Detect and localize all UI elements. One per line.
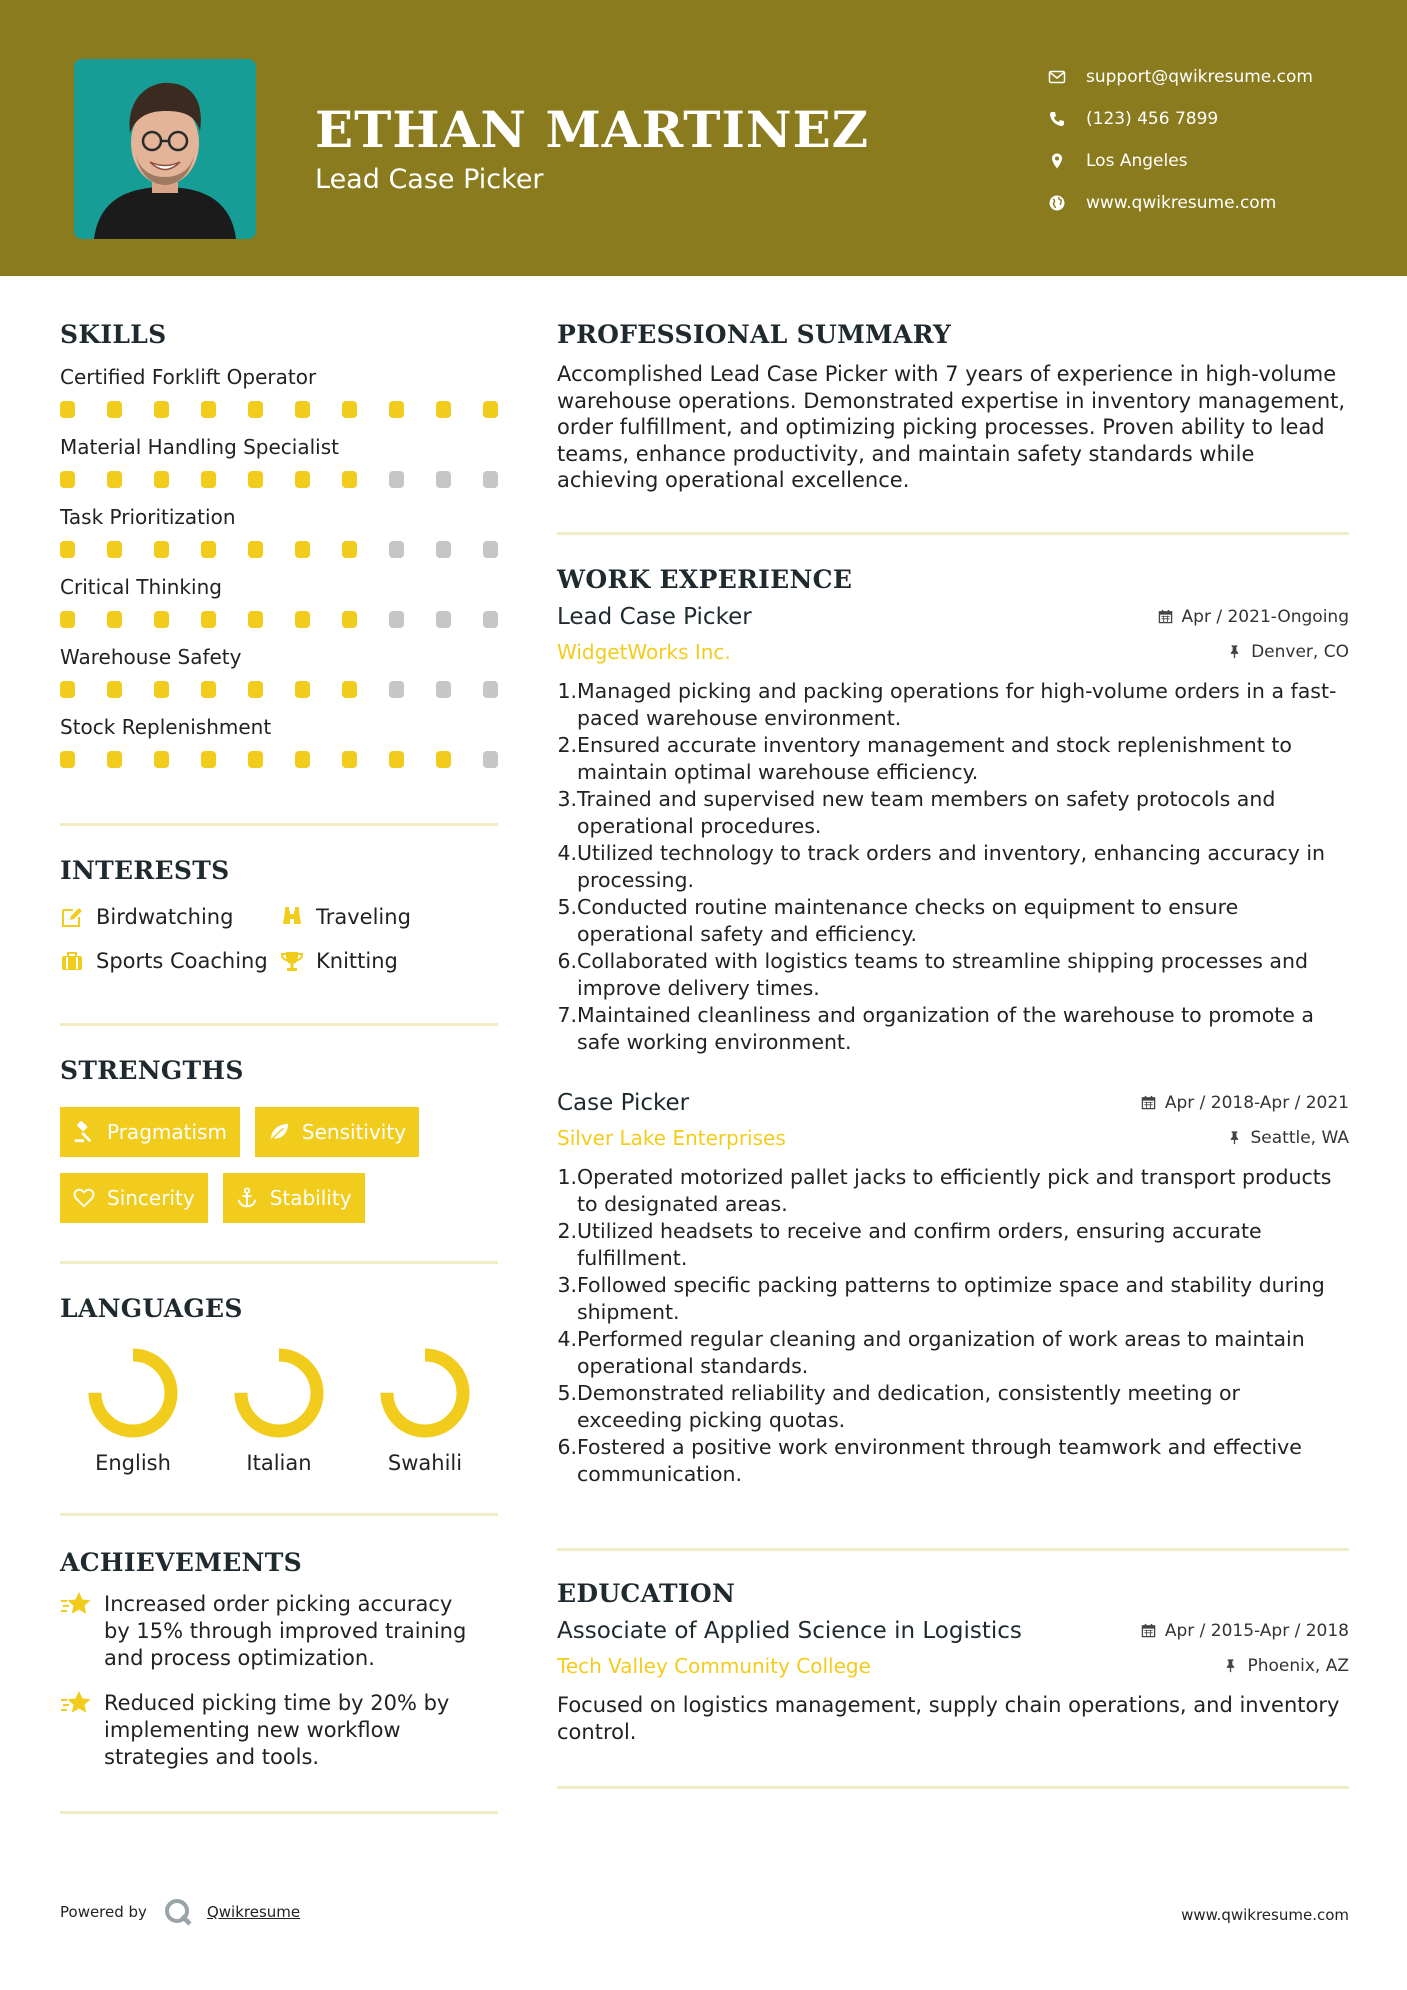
language-item xyxy=(352,1343,498,1475)
level-dot-filled xyxy=(248,471,263,488)
level-dot-filled xyxy=(342,681,357,698)
achievement-item xyxy=(60,1690,498,1771)
level-dot-empty xyxy=(483,541,498,558)
bullet-item xyxy=(557,1380,1349,1434)
level-dot-filled xyxy=(60,751,75,768)
phone-icon xyxy=(1048,110,1066,128)
bullet-item xyxy=(557,1164,1349,1218)
bullet-item xyxy=(557,1272,1349,1326)
bullet-number: 2. xyxy=(557,1218,577,1243)
level-dot-filled xyxy=(295,401,310,418)
level-dot-filled xyxy=(107,401,122,418)
map-pin-icon xyxy=(1048,152,1066,170)
trophy-icon xyxy=(280,949,304,973)
bullet-number: 5. xyxy=(557,894,577,919)
avatar xyxy=(74,59,256,239)
level-dot-filled xyxy=(107,471,122,488)
job-location-text: Seattle, WA xyxy=(1250,1127,1349,1148)
interest-item xyxy=(60,949,280,973)
company-name: WidgetWorks Inc. xyxy=(557,639,731,664)
bullet-number: 6. xyxy=(557,1434,577,1459)
right-column xyxy=(557,320,1349,1789)
level-dot-empty xyxy=(436,681,451,698)
skill-level-dots xyxy=(60,751,498,769)
bullet-text: Collaborated with logistics teams to streamline shipping processes and improve delivery times. xyxy=(577,948,1308,1000)
summary-heading: PROFESSIONAL SUMMARY xyxy=(557,320,952,349)
language-item xyxy=(60,1343,206,1475)
interest-label: Birdwatching xyxy=(96,905,234,929)
bullet-text: Conducted routine maintenance checks on equipment to ensure operational safety and efficiency. xyxy=(577,894,1239,946)
job-entry xyxy=(557,604,1349,1056)
footer-powered-by xyxy=(60,1897,300,1927)
level-dot-filled xyxy=(389,401,404,418)
skill-level-dots xyxy=(60,611,498,629)
left-column xyxy=(60,320,498,1814)
achievement-text: Increased order picking accuracy by 15% through improved training and process optimization. xyxy=(104,1592,467,1670)
achievement-text: Reduced picking time by 20% by implementing new workflow strategies and tools. xyxy=(104,1691,450,1769)
experience-heading: WORK EXPERIENCE xyxy=(557,564,853,594)
bullet-number: 3. xyxy=(557,1272,577,1297)
level-dot-filled xyxy=(107,541,122,558)
qwikresume-logo-icon xyxy=(163,1897,193,1927)
job-dates-text: Apr / 2018-Apr / 2021 xyxy=(1164,1092,1349,1113)
level-dot-empty xyxy=(389,471,404,488)
level-dot-filled xyxy=(201,751,216,768)
strength-tag xyxy=(60,1107,240,1157)
language-label: English xyxy=(95,1451,171,1475)
edit-icon xyxy=(60,905,84,929)
section-divider xyxy=(60,1023,498,1026)
level-dot-filled xyxy=(60,471,75,488)
interest-label: Knitting xyxy=(316,949,398,973)
job-dates xyxy=(1158,607,1349,627)
school-name: Tech Valley Community College xyxy=(557,1653,871,1678)
level-dot-filled xyxy=(248,541,263,558)
level-dot-empty xyxy=(483,751,498,768)
level-dot-filled xyxy=(342,471,357,488)
bullet-text: Trained and supervised new team members on safety protocols and operational procedures. xyxy=(577,786,1276,838)
interest-label: Traveling xyxy=(316,905,411,929)
level-dot-empty xyxy=(483,611,498,628)
interest-label: Sports Coaching xyxy=(96,949,268,973)
summary-text: Accomplished Lead Case Picker with 7 years of experience in high-volume warehouse operations. Demonstrated expertise in inventory management, order fulfillment, and optimizing picking processes. Proven ability to lead teams, enhance productivity, and maintain safety standards while achieving operational excellence. xyxy=(557,362,1346,492)
contact-phone[interactable] xyxy=(1048,98,1388,140)
star-icon xyxy=(60,1589,94,1619)
bullet-number: 7. xyxy=(557,1002,577,1027)
job-location xyxy=(1227,1128,1350,1148)
globe-icon xyxy=(1048,194,1066,212)
level-dot-filled xyxy=(342,751,357,768)
section-divider xyxy=(557,532,1349,535)
contact-email-text: support@qwikresume.com xyxy=(1086,67,1313,87)
interests-heading: INTERESTS xyxy=(60,856,230,885)
level-dot-filled xyxy=(154,681,169,698)
level-dot-empty xyxy=(483,471,498,488)
level-dot-filled xyxy=(201,681,216,698)
job-title: Case Picker xyxy=(557,1089,690,1116)
bullet-number: 5. xyxy=(557,1380,577,1405)
contact-info xyxy=(1048,56,1388,224)
strength-tag xyxy=(255,1107,419,1157)
candidate-name: ETHAN MARTINEZ xyxy=(315,100,870,159)
bullet-item xyxy=(557,840,1349,894)
achievements-list xyxy=(60,1591,498,1771)
bullet-item xyxy=(557,678,1349,732)
strength-label: Pragmatism xyxy=(107,1120,227,1144)
skill-name: Material Handling Specialist xyxy=(60,435,339,459)
level-dot-filled xyxy=(201,471,216,488)
strength-tag xyxy=(223,1173,365,1223)
level-dot-filled xyxy=(154,401,169,418)
contact-location xyxy=(1048,140,1388,182)
contact-phone-text: (123) 456 7899 xyxy=(1086,109,1219,129)
section-divider xyxy=(60,1811,498,1814)
level-dot-filled xyxy=(201,541,216,558)
level-dot-filled xyxy=(107,751,122,768)
bullet-item xyxy=(557,1218,1349,1272)
bullet-item xyxy=(557,786,1349,840)
skill-level-dots xyxy=(60,681,498,699)
bullet-number: 3. xyxy=(557,786,577,811)
skill-name: Critical Thinking xyxy=(60,575,222,599)
level-dot-filled xyxy=(248,681,263,698)
bullet-text: Maintained cleanliness and organization of the warehouse to promote a safe working environment. xyxy=(577,1002,1314,1054)
bullet-text: Demonstrated reliability and dedication, consistently meeting or exceeding picking quotas. xyxy=(577,1380,1240,1432)
level-dot-filled xyxy=(342,541,357,558)
level-dot-empty xyxy=(436,611,451,628)
star-icon xyxy=(60,1688,94,1718)
job-dates-text: Apr / 2021-Ongoing xyxy=(1181,606,1349,627)
envelope-icon xyxy=(1048,68,1066,86)
bullet-text: Fostered a positive work environment through teamwork and effective communication. xyxy=(577,1434,1302,1486)
bullet-item xyxy=(557,732,1349,786)
calendar-icon xyxy=(1141,1095,1156,1110)
education-dates-text: Apr / 2015-Apr / 2018 xyxy=(1164,1620,1349,1641)
language-label: Swahili xyxy=(387,1451,463,1475)
job-header xyxy=(557,1090,1349,1116)
level-dot-empty xyxy=(389,681,404,698)
level-dot-empty xyxy=(436,471,451,488)
level-dot-filled xyxy=(201,611,216,628)
degree-title: Associate of Applied Science in Logistics xyxy=(557,1617,1022,1644)
bullet-text: Performed regular cleaning and organization of work areas to maintain operational standards. xyxy=(577,1326,1305,1378)
languages-heading: LANGUAGES xyxy=(60,1294,243,1323)
education-heading: EDUCATION xyxy=(557,1578,736,1608)
job-bullets xyxy=(557,678,1349,1056)
level-dot-filled xyxy=(60,681,75,698)
interests-list xyxy=(60,905,498,973)
level-dot-empty xyxy=(483,681,498,698)
bullet-item xyxy=(557,1002,1349,1056)
language-proficiency-ring xyxy=(375,1343,475,1443)
contact-website[interactable] xyxy=(1048,182,1388,224)
bullet-number: 4. xyxy=(557,840,577,865)
job-bullets xyxy=(557,1164,1349,1488)
bullet-number: 6. xyxy=(557,948,577,973)
level-dot-filled xyxy=(295,541,310,558)
level-dot-filled xyxy=(295,471,310,488)
section-divider xyxy=(60,1261,498,1264)
profile-photo xyxy=(74,59,256,239)
level-dot-empty xyxy=(436,541,451,558)
job-subheader xyxy=(557,640,1349,664)
bullet-item xyxy=(557,948,1349,1002)
interest-item xyxy=(280,905,480,929)
strength-label: Stability xyxy=(269,1186,352,1210)
briefcase-icon xyxy=(60,949,84,973)
level-dot-filled xyxy=(483,401,498,418)
qwikresume-link[interactable]: Qwikresume xyxy=(206,1903,301,1921)
education-header xyxy=(557,1618,1349,1644)
bullet-number: 1. xyxy=(557,678,577,703)
level-dot-filled xyxy=(154,471,169,488)
level-dot-filled xyxy=(248,611,263,628)
job-header xyxy=(557,604,1349,630)
calendar-icon xyxy=(1158,609,1173,624)
bullet-item xyxy=(557,1434,1349,1488)
job-title: Lead Case Picker xyxy=(557,603,752,630)
job-subheader xyxy=(557,1126,1349,1150)
bullet-text: Followed specific packing patterns to optimize space and stability during shipment. xyxy=(577,1272,1325,1324)
job-location-text: Denver, CO xyxy=(1251,641,1349,662)
job-entry xyxy=(557,1090,1349,1488)
calendar-icon xyxy=(1141,1623,1156,1638)
language-proficiency-ring xyxy=(229,1343,329,1443)
job-dates xyxy=(1141,1093,1349,1113)
skills-heading: SKILLS xyxy=(60,320,167,349)
skill-name: Warehouse Safety xyxy=(60,645,242,669)
bullet-text: Utilized technology to track orders and inventory, enhancing accuracy in processing. xyxy=(577,840,1326,892)
language-label: Italian xyxy=(246,1451,312,1475)
level-dot-filled xyxy=(436,751,451,768)
bullet-number: 2. xyxy=(557,732,577,757)
gavel-icon xyxy=(73,1121,95,1143)
strength-tag xyxy=(60,1173,208,1223)
section-divider xyxy=(557,1786,1349,1789)
section-divider xyxy=(557,1548,1349,1551)
pushpin-icon xyxy=(1223,1658,1238,1673)
contact-website-text: www.qwikresume.com xyxy=(1086,193,1277,213)
level-dot-filled xyxy=(60,611,75,628)
bullet-text: Managed picking and packing operations for high-volume orders in a fast-paced warehouse environment. xyxy=(577,678,1337,730)
level-dot-filled xyxy=(201,401,216,418)
level-dot-filled xyxy=(60,401,75,418)
level-dot-filled xyxy=(436,401,451,418)
skill-name: Stock Replenishment xyxy=(60,715,272,739)
contact-email[interactable] xyxy=(1048,56,1388,98)
footer-website[interactable]: www.qwikresume.com xyxy=(1181,1906,1349,1924)
section-divider xyxy=(60,1513,498,1516)
language-proficiency-ring xyxy=(83,1343,183,1443)
achievements-heading: ACHIEVEMENTS xyxy=(60,1548,302,1577)
interest-item xyxy=(280,949,480,973)
skill-name: Task Prioritization xyxy=(60,505,236,529)
level-dot-filled xyxy=(389,751,404,768)
education-dates xyxy=(1141,1621,1349,1641)
bullet-item xyxy=(557,1326,1349,1380)
languages-list xyxy=(60,1343,498,1475)
skill-level-dots xyxy=(60,401,498,419)
skill-name: Certified Forklift Operator xyxy=(60,365,317,389)
leaf-icon xyxy=(268,1121,290,1143)
level-dot-empty xyxy=(389,541,404,558)
binoculars-icon xyxy=(280,905,304,929)
resume-header xyxy=(0,0,1407,276)
skills-list xyxy=(60,365,498,769)
language-proficiency-arc xyxy=(95,1355,171,1431)
level-dot-filled xyxy=(107,681,122,698)
bullet-text: Ensured accurate inventory management and stock replenishment to maintain optimal warehouse efficiency. xyxy=(577,732,1292,784)
interest-item xyxy=(60,905,280,929)
level-dot-filled xyxy=(342,611,357,628)
jobs-list xyxy=(557,604,1349,1488)
level-dot-empty xyxy=(389,611,404,628)
level-dot-filled xyxy=(107,611,122,628)
powered-by-text: Powered by xyxy=(60,1903,147,1921)
language-proficiency-arc xyxy=(241,1355,317,1431)
anchor-icon xyxy=(236,1187,258,1209)
strengths-list xyxy=(60,1107,480,1223)
level-dot-filled xyxy=(295,611,310,628)
heart-icon xyxy=(73,1187,95,1209)
company-name: Silver Lake Enterprises xyxy=(557,1125,786,1150)
contact-location-text: Los Angeles xyxy=(1086,151,1188,171)
level-dot-filled xyxy=(154,751,169,768)
strengths-heading: STRENGTHS xyxy=(60,1056,244,1085)
candidate-title: Lead Case Picker xyxy=(315,164,544,195)
strength-label: Sensitivity xyxy=(301,1120,407,1144)
level-dot-filled xyxy=(295,681,310,698)
level-dot-filled xyxy=(60,541,75,558)
bullet-item xyxy=(557,894,1349,948)
education-location-text: Phoenix, AZ xyxy=(1247,1655,1349,1676)
bullet-text: Utilized headsets to receive and confirm orders, ensuring accurate fulfillment. xyxy=(577,1218,1262,1270)
level-dot-filled xyxy=(154,541,169,558)
job-location xyxy=(1227,642,1349,662)
level-dot-filled xyxy=(154,611,169,628)
education-location xyxy=(1223,1656,1349,1676)
skill-level-dots xyxy=(60,471,498,489)
achievement-item xyxy=(60,1591,498,1672)
level-dot-filled xyxy=(248,751,263,768)
pushpin-icon xyxy=(1227,1130,1242,1145)
section-divider xyxy=(60,823,498,826)
language-item xyxy=(206,1343,352,1475)
level-dot-filled xyxy=(342,401,357,418)
pushpin-icon xyxy=(1227,644,1242,659)
bullet-text: Operated motorized pallet jacks to efficiently pick and transport products to designated areas. xyxy=(577,1164,1332,1216)
strength-label: Sincerity xyxy=(107,1186,195,1210)
skill-level-dots xyxy=(60,541,498,559)
education-subheader xyxy=(557,1654,1349,1678)
language-proficiency-arc xyxy=(387,1355,463,1431)
bullet-number: 1. xyxy=(557,1164,577,1189)
level-dot-filled xyxy=(295,751,310,768)
level-dot-filled xyxy=(248,401,263,418)
education-description: Focused on logistics management, supply chain operations, and inventory control. xyxy=(557,1692,1340,1744)
bullet-number: 4. xyxy=(557,1326,577,1351)
